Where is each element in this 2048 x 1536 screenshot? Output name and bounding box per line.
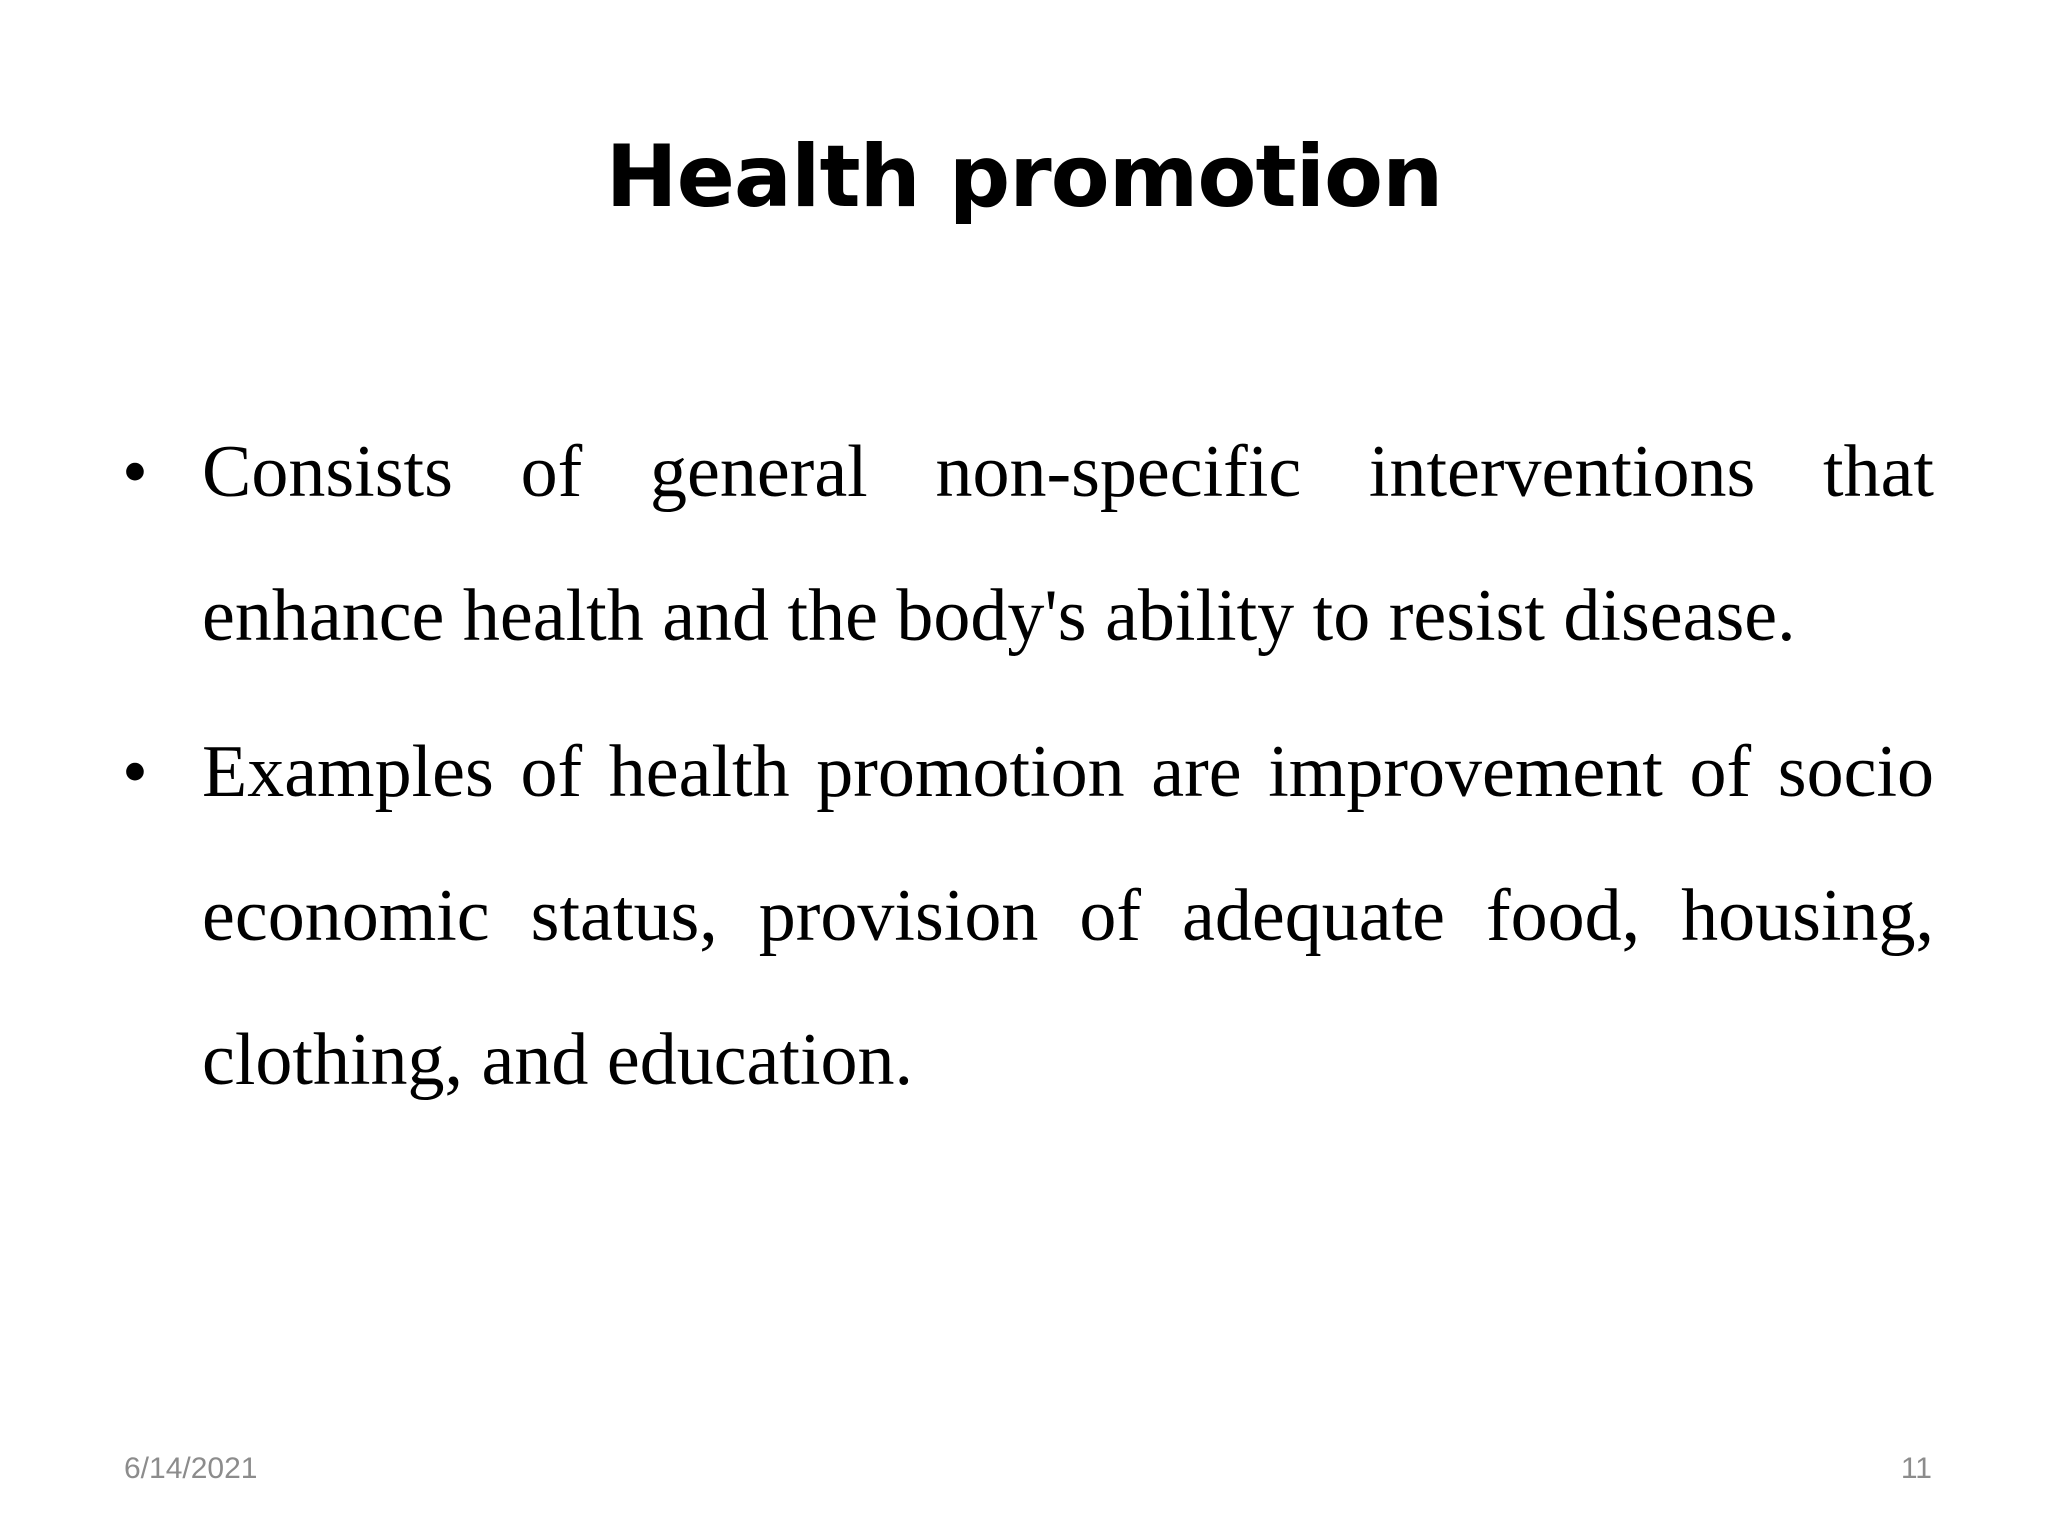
- bullet-list: [122, 400, 1934, 1144]
- footer-date: 6/14/2021: [124, 1452, 258, 1485]
- footer-page-number: 11: [1900, 1452, 1932, 1485]
- bullet-text: Consists of general non-specific interventions that enhance health and the body's ability to resist disease.: [202, 431, 1934, 657]
- bullet-marker: •: [122, 731, 148, 813]
- bullet-marker: •: [122, 431, 148, 513]
- bullet-text: Examples of health promotion are improvement of socio economic status, provision of adequate food, housing, clothing, and education.: [202, 731, 1934, 1101]
- bullet-item: [122, 700, 1934, 1132]
- slide-title: Health promotion: [605, 127, 1443, 227]
- bullet-item: [122, 400, 1934, 688]
